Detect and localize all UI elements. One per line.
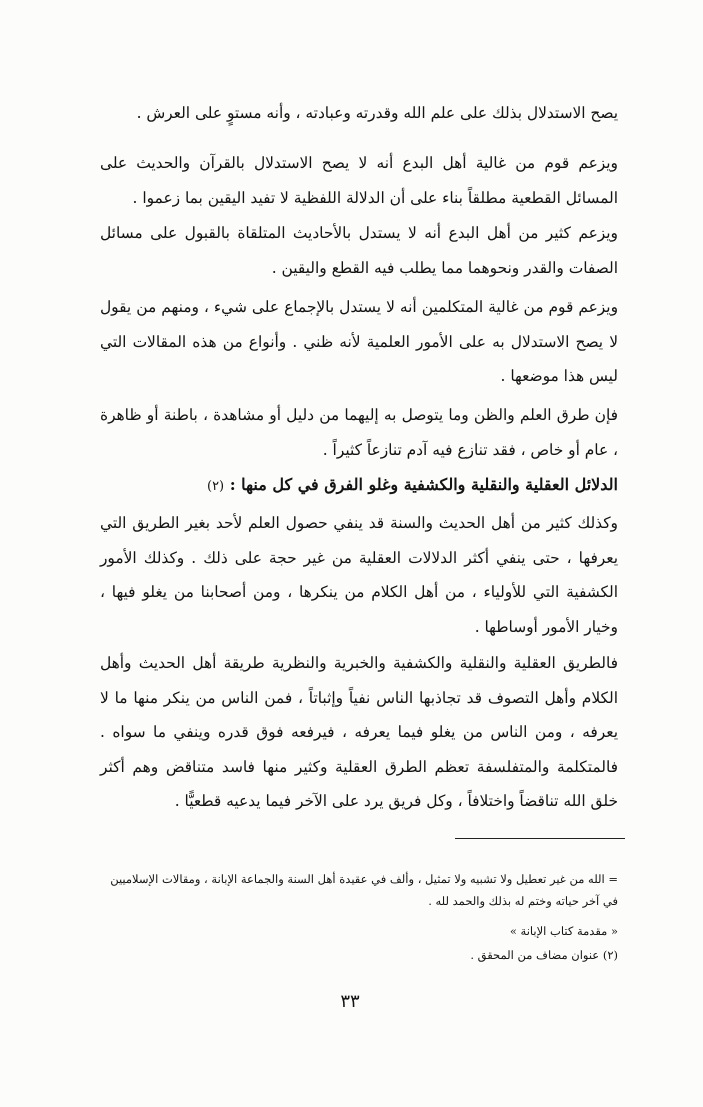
paragraph-7: فالطريق العقلية والنقلية والكشفية والخبرية والنظرية طريقة أهل الحديث وأهل الكلام وأهل التصوف قد تجاذبها الناس نفياً وإثباتاً ، فمن الناس من ينكر منها ما لا يعرفه ، ومن الناس من يغلو فيما يعرفه ، فيرفعه فوق قدره وينفي ما سواه . فالمتكلمة والمتفلسفة تعظم الطرق العقلية وكثير منها فاسد متناقض وهم أكثر خلق الله تناقضاً واختلافاً ، وكل فريق يرد على الآخر فيما يدعيه قطعيًّا . xyxy=(100,654,618,810)
footnote-source: « مقدمة كتاب الإبانة » xyxy=(509,924,618,938)
paragraph-2: ويزعم قوم من غالية أهل البدع أنه لا يصح الاستدلال بالقرآن والحديث على المسائل القطعية مطلقاً بناء على أن الدلالة اللفظية لا تفيد اليقين بما زعموا . xyxy=(100,154,618,207)
page-number: ٣٣ xyxy=(340,991,360,1012)
paragraph-4: ويزعم قوم من غالية المتكلمين أنه لا يستدل بالإجماع على شيء ، ومنهم من يقول لا يصح الاستدلال به على الأمور العلمية لأنه ظني . وأنواع من هذه المقالات التي ليس هذا موضعها . xyxy=(100,298,618,385)
footnote-divider xyxy=(455,838,625,839)
paragraph-5: فإن طرق العلم والظن وما يتوصل به إليهما من دليل أو مشاهدة ، باطنة أو ظاهرة ، عام أو خاص ، فقد تنازع فيه آدم تنازعاً كثيراً . xyxy=(100,406,618,459)
paragraph-3: ويزعم كثير من أهل البدع أنه لا يستدل بالأحاديث المتلقاة بالقبول على مسائل الصفات والقدر ونحوهما مما يطلب فيه القطع واليقين . xyxy=(100,224,618,277)
section-heading xyxy=(100,468,618,504)
footnote-2: (٢) عنوان مضاف من المحقق . xyxy=(470,948,618,962)
paragraph-1: يصح الاستدلال بذلك على علم الله وقدرته وعبادته ، وأنه مستوٍ على العرش . xyxy=(136,104,618,122)
footnote-reference: (٢) xyxy=(206,479,225,494)
paragraph-6: وكذلك كثير من أهل الحديث والسنة قد ينفي حصول العلم لأحد بغير الطريق التي يعرفها ، حتى ينفي أكثر الدلالات العقلية من غير حجة على ذلك . وكذلك الأمور الكشفية التي للأولياء ، من أهل الكلام من ينكرها ، ومن أصحابنا من يغلو فيها ، وخيار الأمور أوساطها . xyxy=(100,514,618,636)
section-heading-text: الدلائل العقلية والنقلية والكشفية وغلو الفرق في كل منها : xyxy=(229,475,618,494)
footnote-continuation: = الله من غير تعطيل ولا تشبيه ولا تمثيل ، وألف في عقيدة أهل السنة والجماعة الإبانة ، ومقالات الإسلاميين في آخر حياته وختم له بذلك والحمد لله . xyxy=(110,872,618,908)
